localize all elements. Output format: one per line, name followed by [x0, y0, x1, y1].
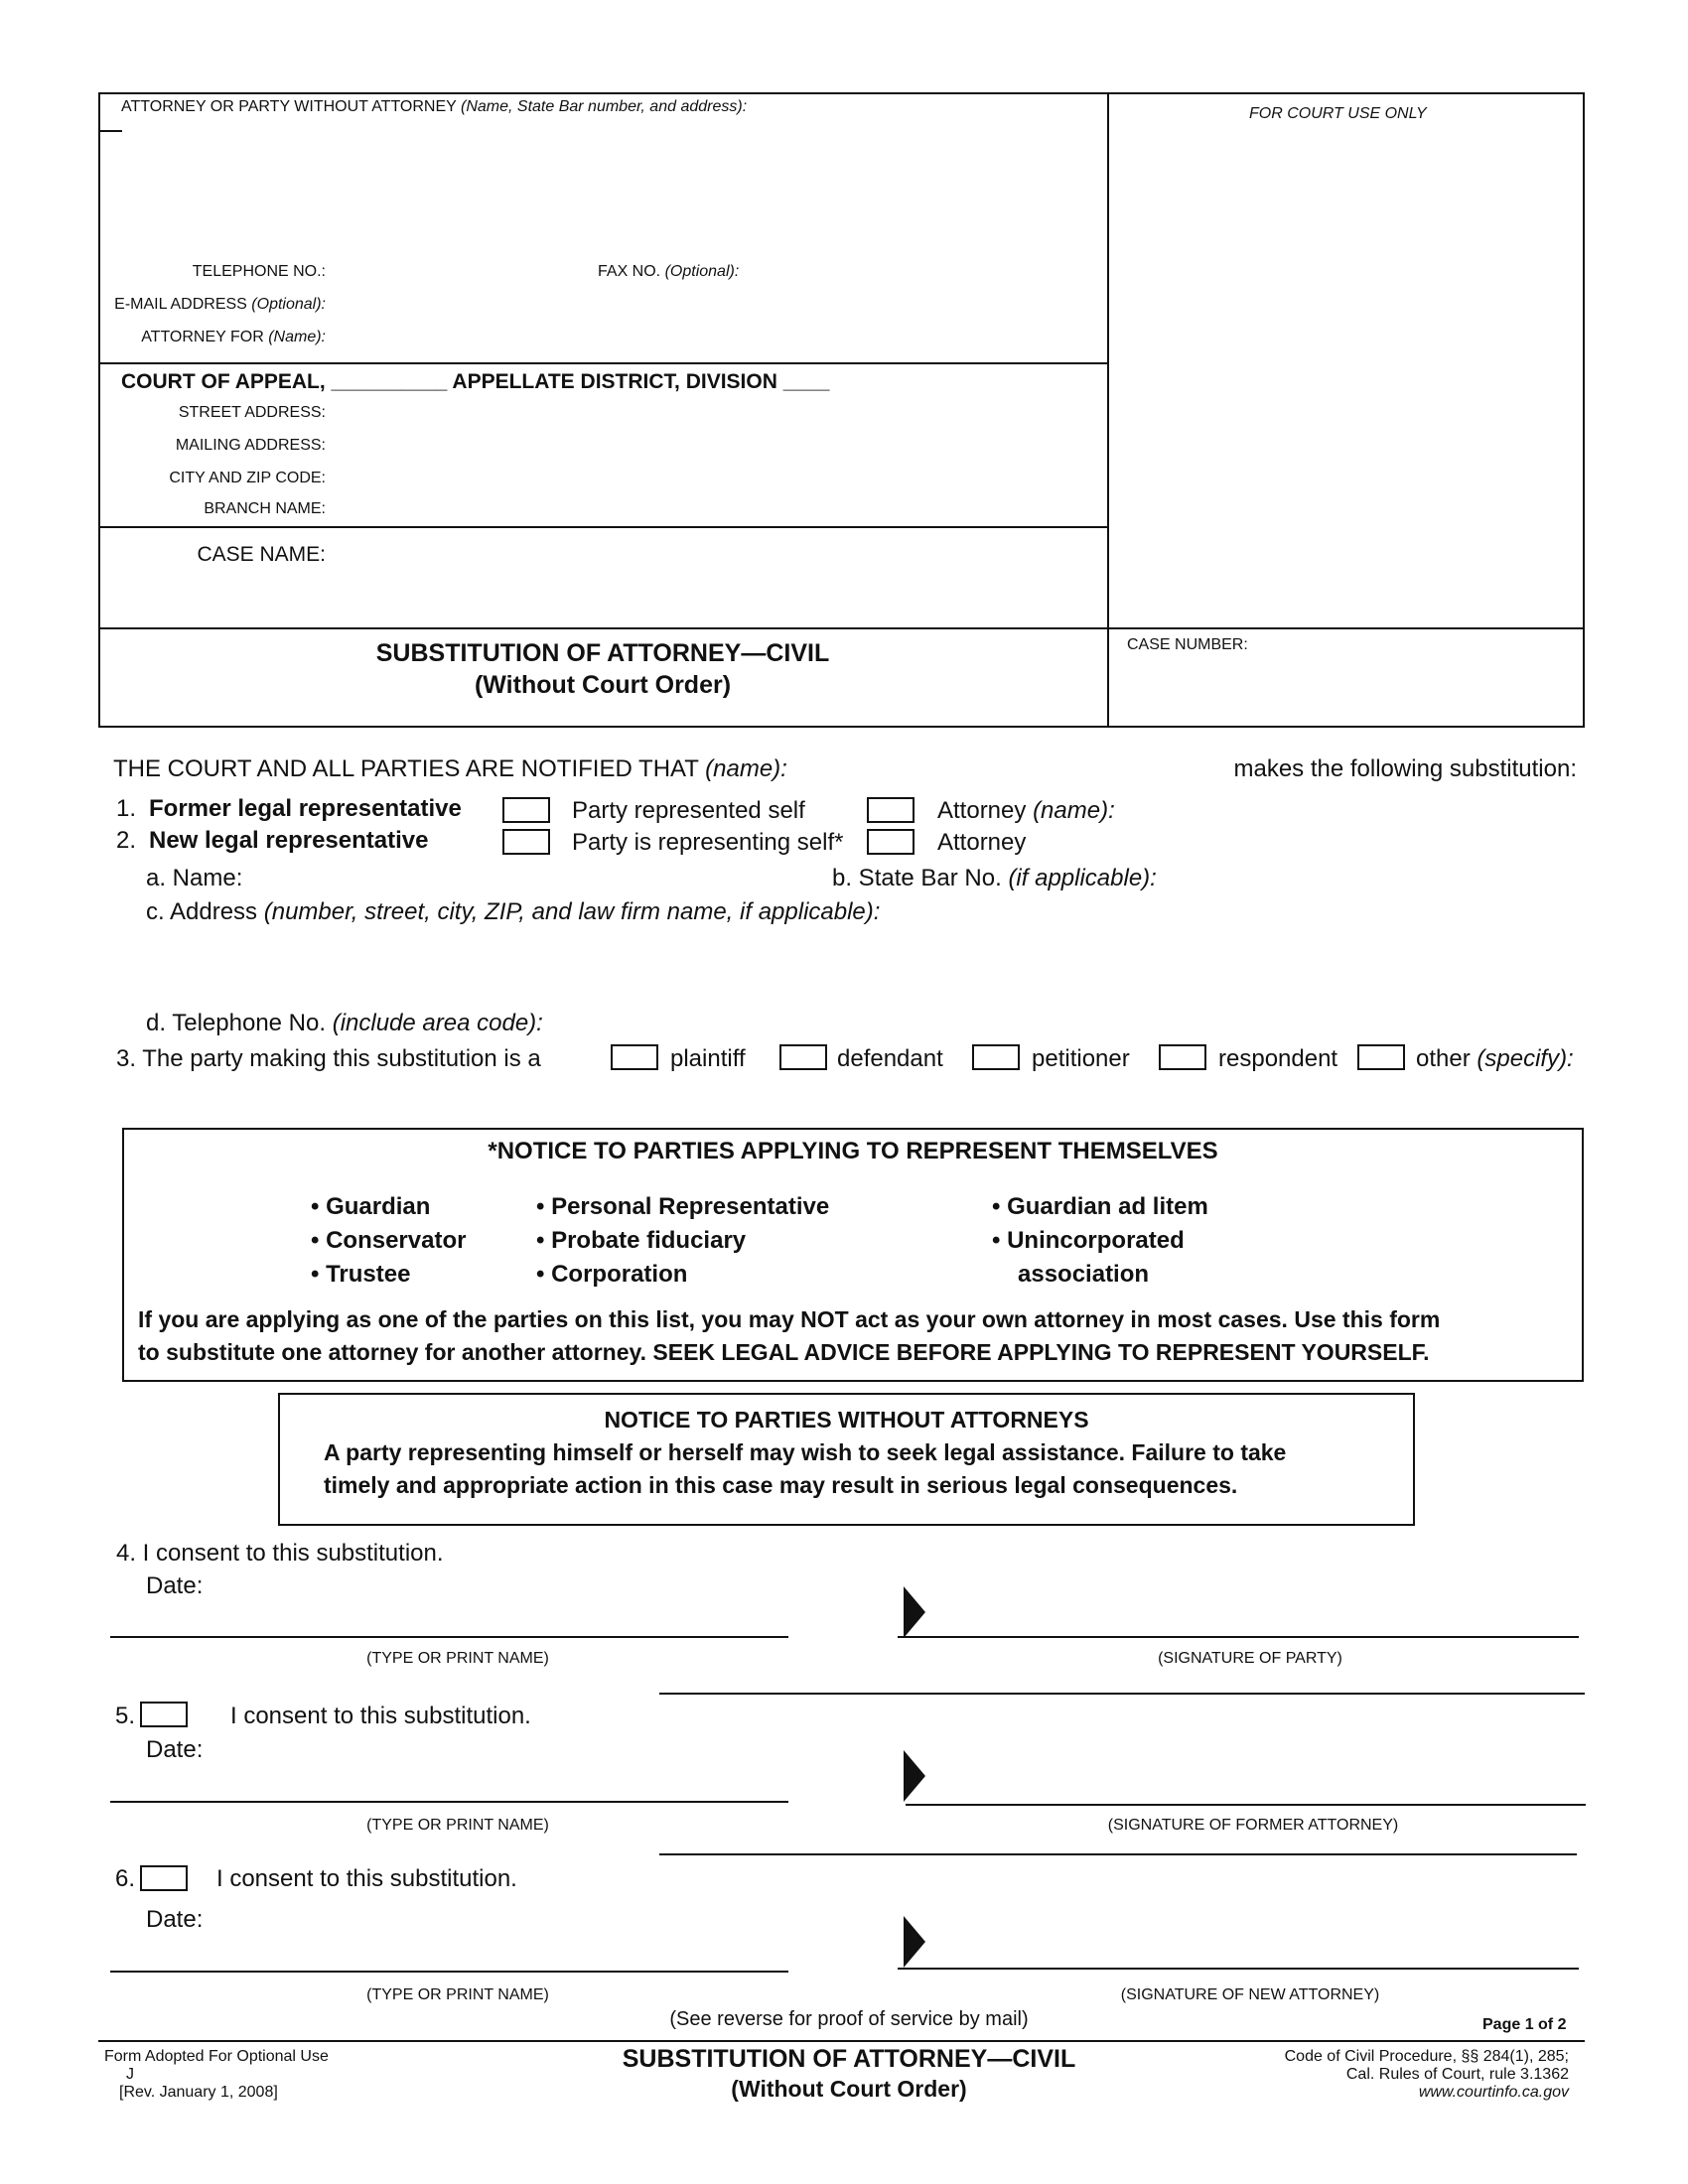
mailing-label: MAILING ADDRESS: — [175, 437, 326, 454]
item5-label: I consent to this substitution. — [230, 1703, 531, 1729]
list-item: • Unincorporated — [992, 1227, 1185, 1254]
form-revision: [Rev. January 1, 2008] — [119, 2084, 278, 2101]
respondent-checkbox[interactable] — [1159, 1044, 1206, 1070]
list-item: • Corporation — [536, 1261, 688, 1288]
item2-number: 2. — [116, 827, 137, 854]
header-divider-vertical — [1107, 92, 1109, 728]
former-attorney-checkbox[interactable] — [867, 797, 914, 823]
case-name-label: CASE NAME: — [197, 543, 326, 566]
item5-bottom-rule — [659, 1853, 1577, 1855]
item4-bottom-rule — [659, 1693, 1585, 1695]
item6-label: I consent to this substitution. — [216, 1865, 517, 1892]
footer-rule — [98, 2040, 1585, 2042]
item6-date-label: Date: — [146, 1906, 204, 1933]
name-label: a. Name: — [146, 865, 243, 891]
item4-date-label: Date: — [146, 1572, 204, 1599]
former-party-self-checkbox[interactable] — [502, 797, 550, 823]
list-item: • Trustee — [311, 1261, 411, 1288]
plaintiff-checkbox[interactable] — [611, 1044, 658, 1070]
party-representing-label: Party is representing self* — [572, 829, 844, 856]
page-number: Page 1 of 2 — [1482, 2016, 1567, 2033]
item6-checkbox[interactable] — [140, 1865, 188, 1891]
item5-number: 5. — [115, 1703, 136, 1729]
other-label: other (specify): — [1416, 1045, 1574, 1072]
defendant-checkbox[interactable] — [779, 1044, 827, 1070]
item1-label: Former legal representative — [149, 795, 462, 822]
attorney-label: ATTORNEY OR PARTY WITHOUT ATTORNEY (Name, State Bar number, and address): — [121, 98, 748, 115]
item4-signature-label: (SIGNATURE OF PARTY) — [1158, 1650, 1342, 1667]
notice-self-text-1: If you are applying as one of the parties on this list, you may NOT act as your own attorney in most cases. Use this form — [138, 1306, 1441, 1332]
list-item: • Conservator — [311, 1227, 467, 1254]
address-label: c. Address (number, street, city, ZIP, and law firm name, if applicable): — [146, 898, 881, 925]
petitioner-checkbox[interactable] — [972, 1044, 1020, 1070]
defendant-label: defendant — [837, 1045, 943, 1072]
footer-title: SUBSTITUTION OF ATTORNEY—CIVIL — [622, 2045, 1076, 2073]
item5-name-line — [110, 1801, 788, 1803]
list-item: • Guardian — [311, 1193, 431, 1220]
item5-signature-line[interactable] — [906, 1804, 1586, 1806]
item4-label: 4. I consent to this substitution. — [116, 1540, 444, 1567]
attorney-label: Attorney — [937, 829, 1027, 856]
list-item: • Personal Representative — [536, 1193, 830, 1220]
party-self-label: Party represented self — [572, 797, 805, 824]
notice-col1 — [311, 1190, 466, 1292]
signature-arrow-icon — [904, 1750, 925, 1802]
notice-self-title: *NOTICE TO PARTIES APPLYING TO REPRESENT THEMSELVES — [488, 1138, 1218, 1164]
item4-name-line — [110, 1636, 788, 1638]
form-subtitle: (Without Court Order) — [474, 671, 732, 699]
telephone-no-label: d. Telephone No. (include area code): — [146, 1010, 543, 1036]
state-bar-label: b. State Bar No. (if applicable): — [832, 865, 1157, 891]
notice-no-attorney-text-2: timely and appropriate action in this case may result in serious legal consequences. — [324, 1472, 1238, 1498]
makes-substitution-text: makes the following substitution: — [1233, 755, 1577, 782]
list-item: • Guardian ad litem — [992, 1193, 1208, 1220]
item1-number: 1. — [116, 795, 137, 822]
item6-number: 6. — [115, 1865, 136, 1892]
citation-2: Cal. Rules of Court, rule 3.1362 — [1345, 2066, 1569, 2083]
footer-subtitle: (Without Court Order) — [731, 2076, 967, 2102]
item6-type-name-label: (TYPE OR PRINT NAME) — [366, 1986, 549, 2003]
item5-date-label: Date: — [146, 1736, 204, 1763]
item6-signature-line[interactable] — [898, 1968, 1579, 1970]
branch-label: BRANCH NAME: — [204, 500, 326, 517]
header-divider-2 — [98, 526, 1107, 528]
fax-label: FAX NO. (Optional): — [598, 263, 740, 280]
notified-text: THE COURT AND ALL PARTIES ARE NOTIFIED THAT (name): — [113, 755, 787, 782]
list-item: • Probate fiduciary — [536, 1227, 747, 1254]
street-label: STREET ADDRESS: — [178, 404, 326, 421]
attorney-name-label: Attorney (name): — [937, 797, 1115, 824]
item2-label: New legal representative — [149, 827, 429, 854]
case-number-label: CASE NUMBER: — [1127, 636, 1248, 653]
email-label: E-MAIL ADDRESS (Optional): — [114, 296, 326, 313]
attorney-for-label: ATTORNEY FOR (Name): — [141, 329, 326, 345]
item4-type-name-label: (TYPE OR PRINT NAME) — [366, 1650, 549, 1667]
notice-no-attorney-text-1: A party representing himself or herself may wish to seek legal assistance. Failure to take — [324, 1439, 1287, 1465]
header-divider-3 — [98, 627, 1585, 629]
item5-checkbox[interactable] — [140, 1702, 188, 1727]
website-link[interactable]: www.courtinfo.ca.gov — [1418, 2084, 1569, 2101]
item3-label: 3. The party making this substitution is a — [116, 1045, 541, 1072]
notice-self-text-2: to substitute one attorney for another attorney. SEEK LEGAL ADVICE BEFORE APPLYING TO REPRESENT YOURSELF. — [138, 1339, 1430, 1365]
new-party-self-checkbox[interactable] — [502, 829, 550, 855]
respondent-label: respondent — [1218, 1045, 1338, 1072]
item4-signature-line[interactable] — [898, 1636, 1579, 1638]
item6-signature-label: (SIGNATURE OF NEW ATTORNEY) — [1120, 1986, 1380, 2003]
plaintiff-label: plaintiff — [670, 1045, 746, 1072]
form-title: SUBSTITUTION OF ATTORNEY—CIVIL — [375, 639, 830, 667]
court-use-label: FOR COURT USE ONLY — [1249, 105, 1427, 122]
court-of-appeal-label: COURT OF APPEAL, __________ APPELLATE DISTRICT, DIVISION ____ — [121, 370, 830, 393]
other-checkbox[interactable] — [1357, 1044, 1405, 1070]
item5-signature-label: (SIGNATURE OF FORMER ATTORNEY) — [1107, 1817, 1399, 1834]
header-divider-1 — [98, 362, 1107, 364]
notice-col2 — [536, 1190, 829, 1292]
petitioner-label: petitioner — [1032, 1045, 1130, 1072]
notice-col3 — [992, 1190, 1208, 1292]
notice-no-attorney-title: NOTICE TO PARTIES WITHOUT ATTORNEYS — [604, 1407, 1089, 1433]
list-item: association — [1018, 1261, 1150, 1288]
see-reverse-note: (See reverse for proof of service by mail) — [669, 2008, 1029, 2030]
new-attorney-checkbox[interactable] — [867, 829, 914, 855]
signature-arrow-icon — [904, 1916, 925, 1968]
signature-arrow-icon — [904, 1586, 925, 1638]
item5-type-name-label: (TYPE OR PRINT NAME) — [366, 1817, 549, 1834]
form-adopted: Form Adopted For Optional Use — [104, 2048, 329, 2065]
form-code: J — [126, 2066, 134, 2083]
telephone-label: TELEPHONE NO.: — [192, 263, 326, 280]
item6-name-line — [110, 1971, 788, 1973]
city-label: CITY AND ZIP CODE: — [169, 470, 326, 486]
citation-1: Code of Civil Procedure, §§ 284(1), 285; — [1284, 2048, 1569, 2065]
attorney-mark — [100, 130, 122, 132]
